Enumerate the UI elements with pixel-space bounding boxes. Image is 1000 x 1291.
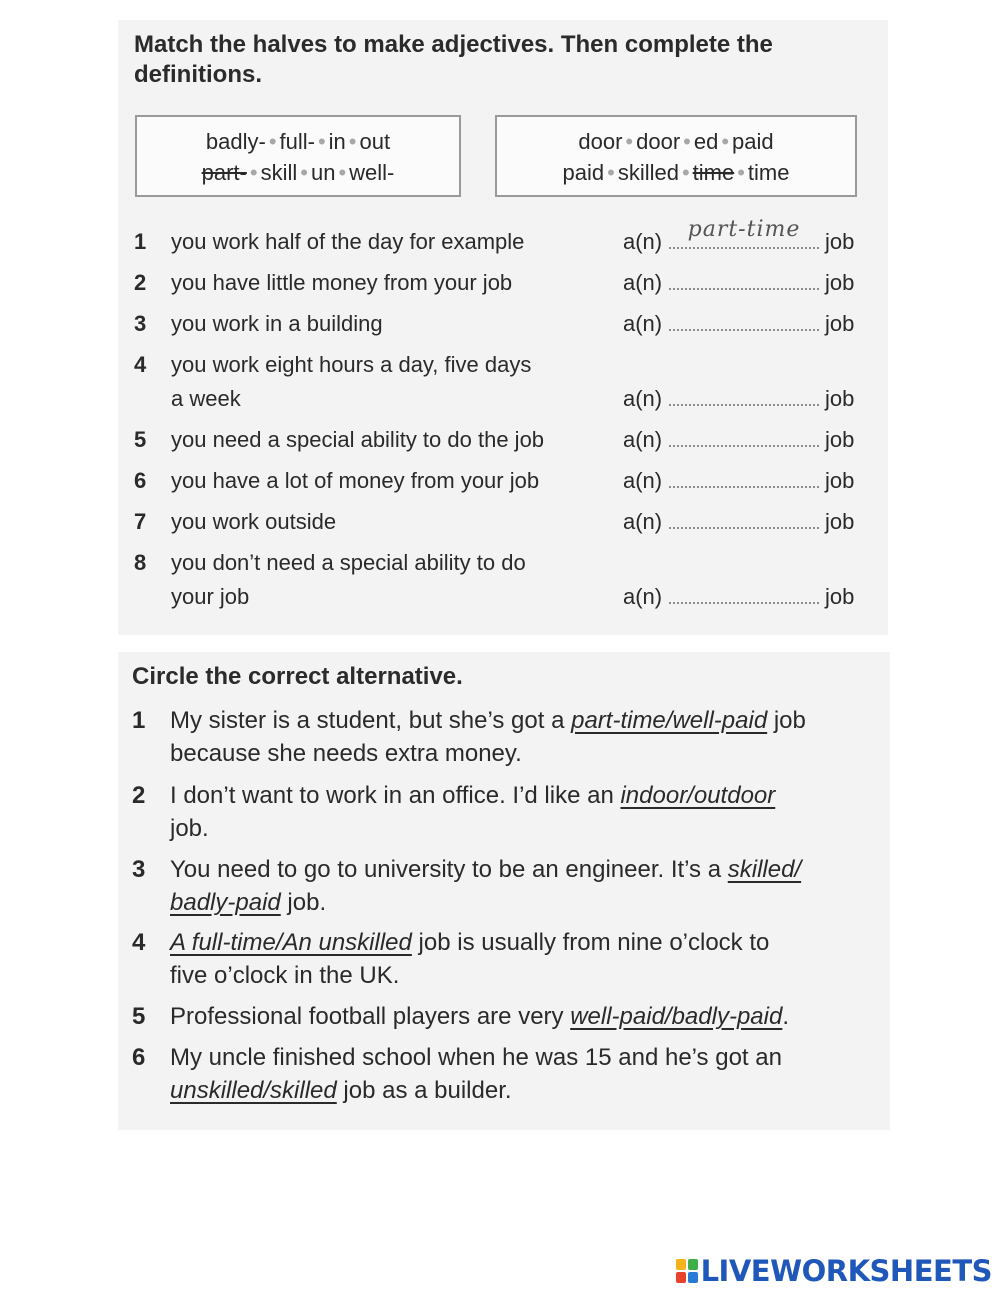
- answer-row-2: a(n) job: [623, 270, 855, 295]
- word-chip: ed: [693, 129, 719, 154]
- suffix-word-box: [495, 115, 857, 197]
- alternative-choice[interactable]: skilled/: [727, 856, 802, 883]
- word-chip: time: [747, 160, 790, 185]
- alternative-choice[interactable]: unskilled/skilled: [170, 1077, 337, 1104]
- example-answer: part-time: [687, 217, 801, 242]
- word-chip: out: [359, 129, 391, 154]
- word-chip: door: [636, 129, 681, 154]
- answer-blank-2[interactable]: [669, 268, 819, 290]
- word-chip: paid: [732, 129, 774, 154]
- alternative-choice[interactable]: indoor/outdoor: [620, 782, 776, 809]
- worksheet-page: Match the halves to make adjectives. Then complete the definitions. badly- • full- • in • out part- • skill • un • well- door • door • ed • paid paid • skilled • time • time 1 you work half of the day for example a(n) part-time job 2 you have little money from your job a(n) job 3 you work in a building a(n) job 4 you work eight hours a day, five days a week a(n) job 5 you need a special ability to do the job a(n) job 6 you have a lot of money from your job a(n) job 7 you work outside a(n) job 8 you don’t need a special ability to do your job a(n) job Circle the correct alternative. 1 My sister is a student, but she’s got a part-time/well-paid job because she needs extra money. 2 I don’t want to work in an office. I’d like an indoor/outdoor job. 3 You need to go to university to be an engineer. It’s a skilled/ badly-paid job. 4 A full-time/An unskilled job is usually from nine o’clock to five o’clock in the UK. 5 Professional football players are very well-paid/badly-paid. 6 My uncle finished school when he was 15 and he’s got an unskilled/skilled job as a builder. LIVEWORKSHEETS: [0, 0, 1000, 1291]
- alternative-choice[interactable]: well-paid/badly-paid: [570, 1003, 783, 1030]
- alternative-choice[interactable]: A full-time/An unskilled: [170, 929, 412, 956]
- exercise-1-heading: Match the halves to make adjectives. Then complete the definitions.: [134, 31, 773, 88]
- answer-row-7: a(n) job: [623, 509, 855, 534]
- answer-row-6: a(n) job: [623, 468, 855, 493]
- alternative-choice[interactable]: part-time/well-paid: [571, 707, 768, 734]
- word-chip: un: [310, 160, 336, 185]
- word-chip: full-: [279, 129, 315, 154]
- answer-row-4: a(n) job: [623, 386, 855, 411]
- word-chip: skill: [260, 160, 298, 185]
- exercise-2-heading: Circle the correct alternative.: [132, 663, 463, 690]
- logo-text: LIVEWORKSHEETS: [700, 1254, 992, 1288]
- answer-row-5: a(n) job: [623, 427, 855, 452]
- prefix-row-2: part- • skill • un • well-: [201, 160, 395, 185]
- answer-row-1: a(n) part-time job: [623, 225, 854, 259]
- answer-blank-6[interactable]: [669, 466, 819, 488]
- answer-blank-3[interactable]: [669, 309, 819, 331]
- word-chip: door: [578, 129, 623, 154]
- word-chip: badly-: [205, 129, 266, 154]
- alternative-choice[interactable]: badly-paid: [170, 889, 281, 916]
- suffix-row-1: door • door • ed • paid: [578, 129, 774, 154]
- word-chip-used: part-: [201, 160, 247, 185]
- answer-blank-5[interactable]: [669, 425, 819, 447]
- prefix-word-box: [135, 115, 461, 197]
- answer-row-3: a(n) job: [623, 311, 855, 336]
- word-chip: skilled: [617, 160, 679, 185]
- word-chip: paid: [562, 160, 605, 185]
- suffix-row-2: paid • skilled • time • time: [562, 160, 790, 185]
- prefix-row-1: badly- • full- • in • out: [205, 129, 391, 154]
- answer-blank-4[interactable]: [669, 384, 819, 406]
- liveworksheets-logo[interactable]: [676, 1254, 992, 1288]
- word-chip: in: [328, 129, 346, 154]
- liveworksheets-logo-icon: [676, 1259, 698, 1283]
- answer-blank-8[interactable]: [669, 582, 819, 604]
- answer-row-8: a(n) job: [623, 584, 855, 609]
- answer-blank-7[interactable]: [669, 507, 819, 529]
- word-chip-used: time: [692, 160, 735, 185]
- word-chip: well-: [349, 160, 395, 185]
